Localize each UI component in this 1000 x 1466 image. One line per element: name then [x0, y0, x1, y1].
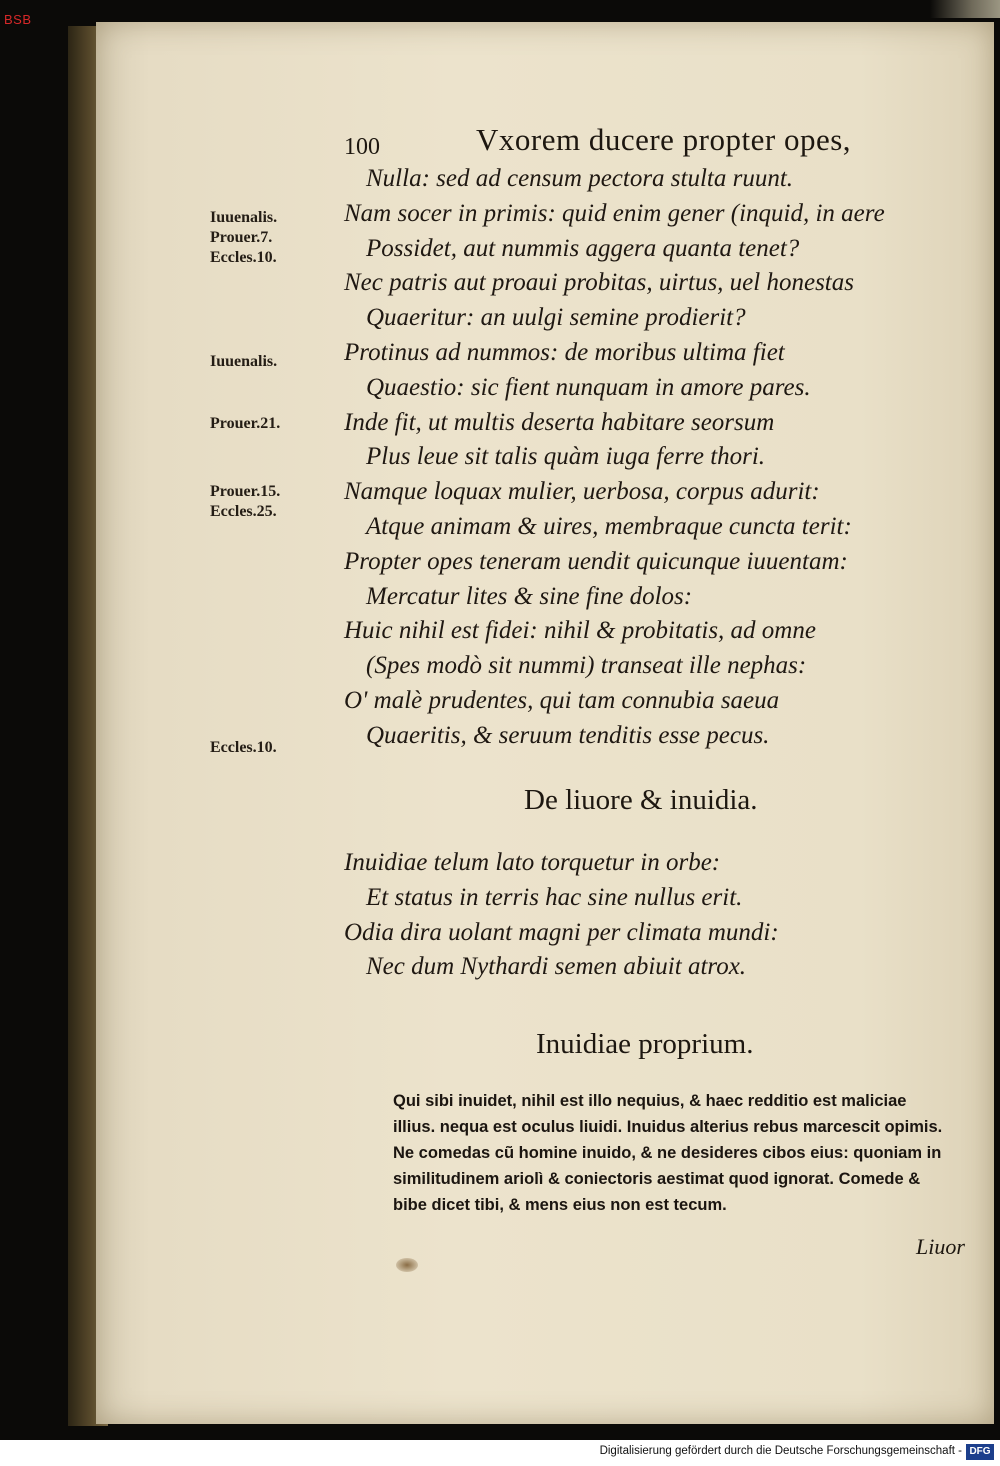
margin-note [210, 414, 280, 434]
verse-line: Atque animam & uires, membraque cuncta terit: [366, 512, 852, 540]
verse-line: Nam socer in primis: quid enim gener (inquid, in aere [344, 199, 885, 227]
verse-line: Namque loquax mulier, uerbosa, corpus adurit: [344, 478, 820, 506]
margin-note-line: Prouer.21. [210, 415, 281, 432]
verse-line: Protinus ad nummos: de moribus ultima fiet [344, 338, 785, 366]
margin-note-line: Iuuenalis. [210, 353, 278, 370]
library-mark: BSB [4, 12, 32, 27]
margin-note [210, 738, 277, 758]
dfg-logo: DFG [966, 1444, 994, 1460]
verse-line: Quaeritur: an uulgi semine prodierit? [366, 304, 746, 332]
verse-block [344, 846, 779, 985]
section-title: De liuore & inuidia. [524, 784, 758, 816]
verse-line: Et status in terris hac sine nullus erit. [366, 883, 743, 911]
footer-bar [0, 1440, 1000, 1466]
funding-credit: Digitalisierung gefördert durch die Deutsche Forschungsgemeinschaft - [599, 1445, 962, 1457]
margin-note [210, 208, 277, 268]
verse-line: (Spes modò sit nummi) transeat ille nephas: [366, 652, 807, 680]
section-title: Inuidiae proprium. [536, 1028, 754, 1060]
verse-line: Inuidiae telum lato torquetur in orbe: [344, 849, 721, 876]
running-head: Vxorem ducere propter opes, [476, 122, 852, 157]
margin-note-line: Prouer.7. [210, 229, 273, 246]
margin-note-line: Eccles.10. [210, 739, 277, 756]
verse-line: Quaeritis, & seruum tenditis esse pecus. [366, 721, 770, 749]
verse-line: Nec dum Nythardi semen abiuit atrox. [366, 953, 747, 981]
margin-note-line: Eccles.10. [210, 249, 277, 266]
verse-line: Inde fit, ut multis deserta habitare seorsum [344, 408, 775, 436]
page-corner [930, 0, 1000, 18]
verse-line: Odia dira uolant magni per climata mundi: [344, 918, 779, 946]
margin-note [210, 352, 277, 372]
verse-line: Huic nihil est fidei: nihil & probitatis, ad omne [344, 617, 816, 645]
verse-line: O' malè prudentes, qui tam connubia saeua [344, 686, 780, 714]
verse-line: Plus leue sit talis quàm iuga ferre thori. [366, 443, 766, 471]
verse-line: Mercatur lites & sine fine dolos: [366, 582, 693, 610]
verse-line: Quaestio: sic fient nunquam in amore pares. [366, 373, 811, 401]
verse-block [344, 162, 885, 754]
margin-note-line: Eccles.25. [210, 503, 277, 520]
margin-note [210, 482, 280, 522]
catchword: Liuor [916, 1234, 965, 1259]
margin-note-line: Iuuenalis. [210, 209, 278, 226]
verse-line: Propter opes teneram uendit quicunque iuuentam: [344, 547, 848, 575]
verse-line: Possidet, aut nummis aggera quanta tenet? [366, 234, 800, 262]
ink-blot [396, 1258, 418, 1272]
page-number: 100 [344, 134, 380, 160]
verse-line: Nec patris aut proaui probitas, uirtus, uel honestas [344, 269, 854, 297]
prose-paragraph: Qui sibi inuidet, nihil est illo nequius, & haec redditio est maliciae illius. nequa est oculus liuidi. Inuidus alterius rebus marcescit opimis. Ne comedas cũ homine inuido, & ne desideres cibos eius: quoniam in similitudinem ariolì & coniectoris aestimat quod ignorat. Comede & bibe dicet tibi, & mens eius non est tecum. [393, 1092, 943, 1214]
margin-note-line: Prouer.15. [210, 483, 281, 500]
verse-line: Nulla: sed ad censum pectora stulta ruunt. [366, 165, 794, 192]
